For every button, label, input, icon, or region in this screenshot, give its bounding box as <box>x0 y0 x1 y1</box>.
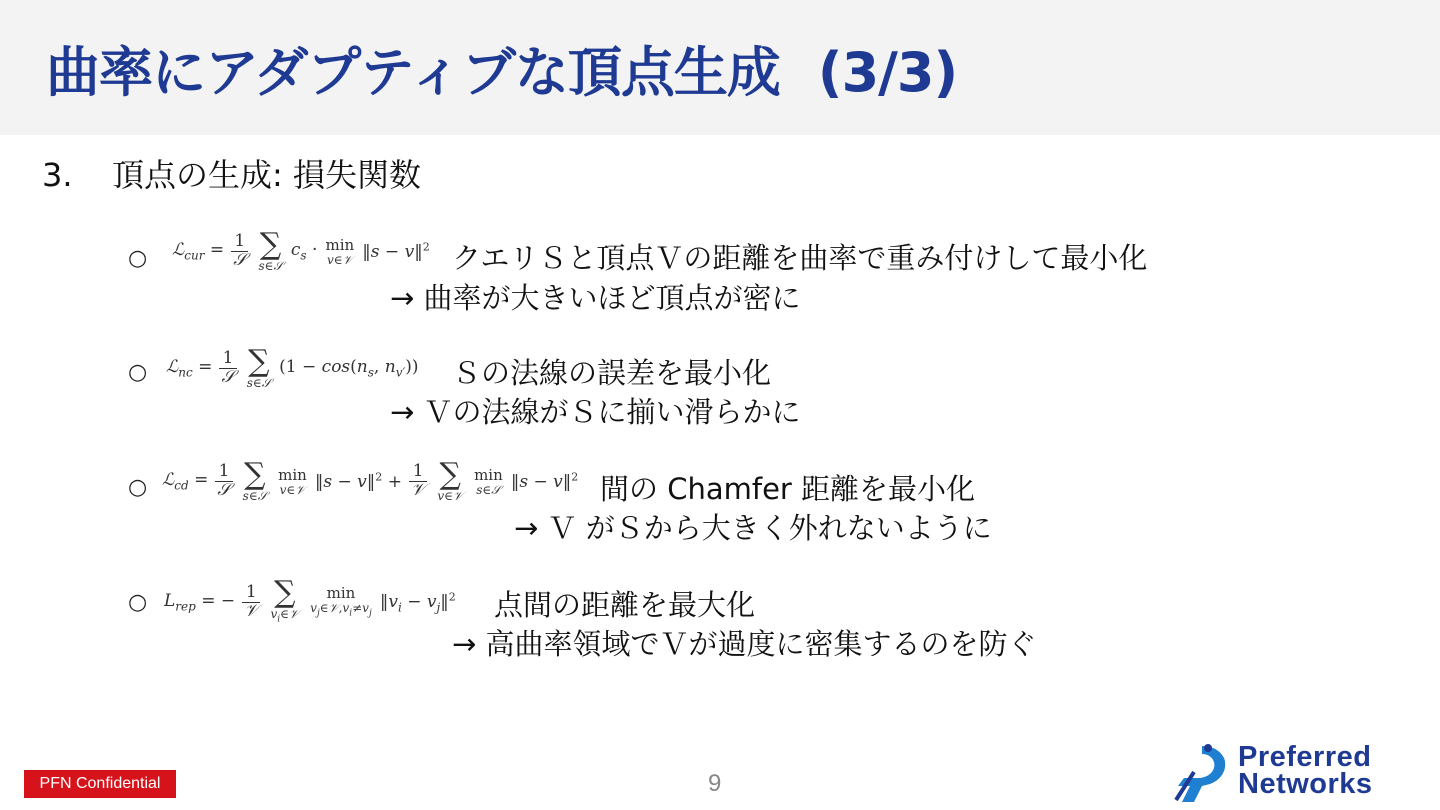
loss-cd-desc-line1: 間の Chamfer 距離を最小化 <box>600 472 976 506</box>
formula-l-cd: ℒ$_{cd}$ = $\frac{1}{\text{𝒮}}$ ∑ s∈𝒮 min v∈𝒱 ‖s − v‖$^2$ + $\frac{1}{\text{𝒱}}$ ∑ v∈𝒱 min s∈𝒮 ‖s − v‖$^2$ <box>162 457 579 503</box>
loss-cd-desc-line2: → Ｖ がＳから大きく外れないように <box>514 511 992 545</box>
slide-title-part: (3/3) <box>817 41 958 104</box>
slide-title <box>46 30 957 107</box>
loss-cur-desc-line1: クエリＳと頂点Ｖの距離を曲率で重み付けして最小化 <box>452 241 1148 275</box>
loss-cur-desc-line2: → 曲率が大きいほど頂点が密に <box>390 281 801 315</box>
formula-l-cur: ℒ$_{cur}$ = $\frac{1}{\text{𝒮}}$ ∑ s∈𝒮 $c_s$ · min v∈𝒱 ‖s − v‖$^2$ <box>172 227 430 273</box>
bullet-marker: ○ <box>128 590 148 615</box>
bullet-marker: ○ <box>128 475 148 500</box>
slide-title-text: 曲率にアダプティブな頂点生成 <box>46 41 780 104</box>
logo-line2: Networks <box>1238 768 1373 800</box>
loss-nc-desc-line2: → Ｖの法線がＳに揃い滑らかに <box>390 395 801 429</box>
page-number: 9 <box>708 770 722 797</box>
bullet-marker: ○ <box>128 246 148 271</box>
formula-l-nc: ℒ$_{nc}$ = $\frac{1}{\text{𝒮}}$ ∑ s∈𝒮 ($1 - \cos(n_s$, $n_{v'}$)) <box>166 344 419 390</box>
loss-rep-desc-line1: 点間の距離を最大化 <box>494 588 756 622</box>
formula-l-rep: $L_{rep}$ = − $\frac{1}{\text{𝒱}}$ ∑ $v_i\in 𝒱$ min $v_j\in 𝒱,v_i\ne v_j$ $‖v_i$ − $v_j‖^2$ <box>164 575 456 625</box>
section-title: 頂点の生成: 損失関数 <box>112 156 421 194</box>
confidential-badge: PFN Confidential <box>24 770 176 798</box>
section-heading <box>42 150 421 196</box>
logo-line1: Preferred <box>1238 741 1372 773</box>
loss-nc-desc-line1: Ｓの法線の誤差を最小化 <box>452 356 772 390</box>
section-number: 3. <box>42 156 73 194</box>
pfn-logo-text <box>1238 741 1373 800</box>
loss-rep-desc-line2: → 高曲率領域でＶが過度に密集するのを防ぐ <box>452 627 1037 661</box>
bullet-marker: ○ <box>128 360 148 385</box>
